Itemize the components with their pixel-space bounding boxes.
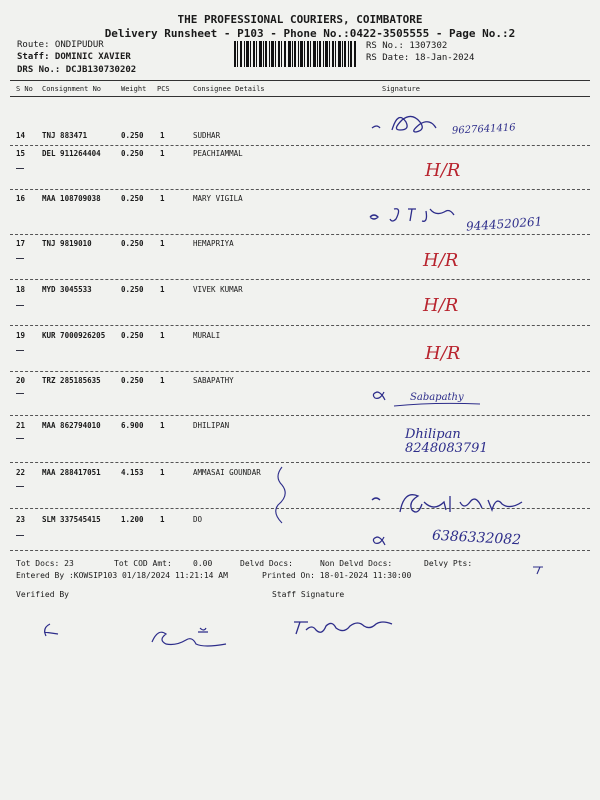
margin-tick bbox=[16, 438, 24, 439]
alpha-mark bbox=[372, 388, 386, 402]
table-header-rule bbox=[10, 96, 590, 97]
row-consignee: MARY VIGILA bbox=[193, 194, 243, 203]
row-weight: 4.153 bbox=[121, 468, 144, 477]
row-pcs: 1 bbox=[160, 515, 165, 524]
row-consignment: MYD 3045533 bbox=[42, 285, 92, 294]
row-consignee: AMMASAI GOUNDAR bbox=[193, 468, 261, 477]
barcode bbox=[234, 41, 356, 67]
row-weight: 0.250 bbox=[121, 239, 144, 248]
row-sno: 16 bbox=[16, 194, 26, 203]
row14-phone: 9627641416 bbox=[451, 122, 516, 137]
row-consignment: TNJ 9819010 bbox=[42, 239, 92, 248]
printed-on: Printed On: 18-01-2024 11:30:00 bbox=[262, 571, 412, 580]
col-weight-header: Weight bbox=[121, 85, 147, 93]
row-divider bbox=[10, 145, 590, 146]
row-sno: 17 bbox=[16, 239, 26, 248]
row-pcs: 1 bbox=[160, 149, 165, 158]
signature-scribble bbox=[370, 490, 540, 520]
row-consignment: TNJ 883471 bbox=[42, 131, 88, 140]
row-weight: 0.250 bbox=[121, 285, 144, 294]
company-name: THE PROFESSIONAL COURIERS, COIMBATORE bbox=[177, 13, 423, 26]
row-sno: 18 bbox=[16, 285, 26, 294]
row-pcs: 1 bbox=[160, 194, 165, 203]
margin-tick bbox=[16, 350, 24, 351]
margin-tick bbox=[16, 305, 24, 306]
row-divider bbox=[10, 234, 590, 235]
row-sno: 22 bbox=[16, 468, 26, 477]
row-consignment: SLM 337545415 bbox=[42, 515, 101, 524]
row-consignee: PEACHIAMMAL bbox=[193, 149, 243, 158]
row-pcs: 1 bbox=[160, 131, 165, 140]
row-consignee: DO bbox=[193, 515, 203, 524]
row21-signature: Dhilipan 8248083791 bbox=[405, 427, 488, 456]
non-delivered-docs: Non Delvd Docs: bbox=[320, 559, 393, 568]
row-sno: 14 bbox=[16, 131, 26, 140]
drs-number: DRS No.: DCJB130730202 bbox=[17, 65, 137, 75]
row-consignee: SABAPATHY bbox=[193, 376, 234, 385]
row-consignee: MURALI bbox=[193, 331, 221, 340]
row-consignment: MAA 288417051 bbox=[42, 468, 101, 477]
staff-signature-label: Staff Signature bbox=[272, 590, 345, 599]
row-consignee: DHILIPAN bbox=[193, 421, 230, 430]
total-cod-label: Tot COD Amt: bbox=[114, 559, 172, 568]
row-consignment: MAA 862794010 bbox=[42, 421, 101, 430]
table-top-rule bbox=[10, 80, 590, 81]
alpha-mark bbox=[372, 533, 386, 547]
runsheet-title: Delivery Runsheet - P103 - Phone No.:0422-3505555 - Page No.:2 bbox=[104, 27, 516, 40]
row-consignment: TRZ 285185635 bbox=[42, 376, 101, 385]
rs-date: RS Date: 18-Jan-2024 bbox=[366, 53, 475, 63]
row15-hr: H/R bbox=[425, 160, 461, 181]
total-docs: Tot Docs: 23 bbox=[16, 559, 74, 568]
row-divider bbox=[10, 550, 590, 551]
col-pcs-header: PCS bbox=[157, 85, 170, 93]
row-pcs: 1 bbox=[160, 468, 165, 477]
row-weight: 6.900 bbox=[121, 421, 144, 430]
row-consignee: SUDHAR bbox=[193, 131, 221, 140]
signature-underline bbox=[392, 400, 482, 410]
row-pcs: 1 bbox=[160, 376, 165, 385]
col-signature-header: Signature bbox=[382, 85, 420, 93]
delivery-points: Delvy Pts: bbox=[424, 559, 473, 568]
row-pcs: 1 bbox=[160, 421, 165, 430]
row-consignment: DEL 911264404 bbox=[42, 149, 101, 158]
row-consignee: HEMAPRIYA bbox=[193, 239, 234, 248]
row-consignment: KUR 7000926205 bbox=[42, 331, 106, 340]
bracket-squiggle bbox=[270, 465, 290, 525]
delivered-docs: Delvd Docs: bbox=[240, 559, 293, 568]
verified-by-label: Verified By bbox=[16, 590, 69, 599]
row-sno: 20 bbox=[16, 376, 26, 385]
staff-signature-scribble bbox=[290, 618, 400, 640]
entered-by: Entered By :KOWSIP103 01/18/2024 11:21:14 AM bbox=[16, 571, 228, 580]
tick-mark bbox=[532, 565, 544, 575]
rs-number: RS No.: 1307302 bbox=[366, 41, 448, 51]
row-pcs: 1 bbox=[160, 285, 165, 294]
row-divider bbox=[10, 371, 590, 372]
col-consignee-header: Consignee Details bbox=[193, 85, 265, 93]
row-weight: 0.250 bbox=[121, 376, 144, 385]
row-divider bbox=[10, 189, 590, 190]
row19-hr: H/R bbox=[425, 343, 461, 364]
margin-tick bbox=[16, 258, 24, 259]
row-weight: 1.200 bbox=[121, 515, 144, 524]
row-sno: 15 bbox=[16, 149, 26, 158]
row-sno: 19 bbox=[16, 331, 26, 340]
row-consignee: VIVEK KUMAR bbox=[193, 285, 243, 294]
col-consignment-header: Consignment No bbox=[42, 85, 102, 93]
row18-hr: H/R bbox=[423, 295, 459, 316]
row-weight: 0.250 bbox=[121, 149, 144, 158]
margin-tick bbox=[16, 486, 24, 487]
row-pcs: 1 bbox=[160, 331, 165, 340]
total-cod-amount: 0.00 bbox=[193, 559, 213, 568]
row-weight: 0.250 bbox=[121, 194, 144, 203]
row-divider bbox=[10, 462, 590, 463]
margin-tick bbox=[16, 393, 24, 394]
row-pcs: 1 bbox=[160, 239, 165, 248]
row-sno: 23 bbox=[16, 515, 26, 524]
verifier-signature bbox=[40, 618, 250, 658]
margin-tick bbox=[16, 535, 24, 536]
signature-scribble bbox=[368, 203, 478, 225]
row-weight: 0.250 bbox=[121, 131, 144, 140]
col-sno-header: S No bbox=[16, 85, 33, 93]
row-sno: 21 bbox=[16, 421, 26, 430]
staff-name: Staff: DOMINIC XAVIER bbox=[17, 52, 131, 62]
row-weight: 0.250 bbox=[121, 331, 144, 340]
row23-phone: 6386332082 bbox=[431, 527, 522, 549]
row-divider bbox=[10, 325, 590, 326]
row-divider bbox=[10, 415, 590, 416]
route: Route: ONDIPUDUR bbox=[17, 40, 104, 50]
row20-signature: Sabapathy bbox=[410, 392, 464, 403]
row17-hr: H/R bbox=[423, 250, 459, 271]
margin-tick bbox=[16, 168, 24, 169]
row-consignment: MAA 108709038 bbox=[42, 194, 101, 203]
row16-phone: 9444520261 bbox=[465, 214, 543, 234]
row-divider bbox=[10, 279, 590, 280]
